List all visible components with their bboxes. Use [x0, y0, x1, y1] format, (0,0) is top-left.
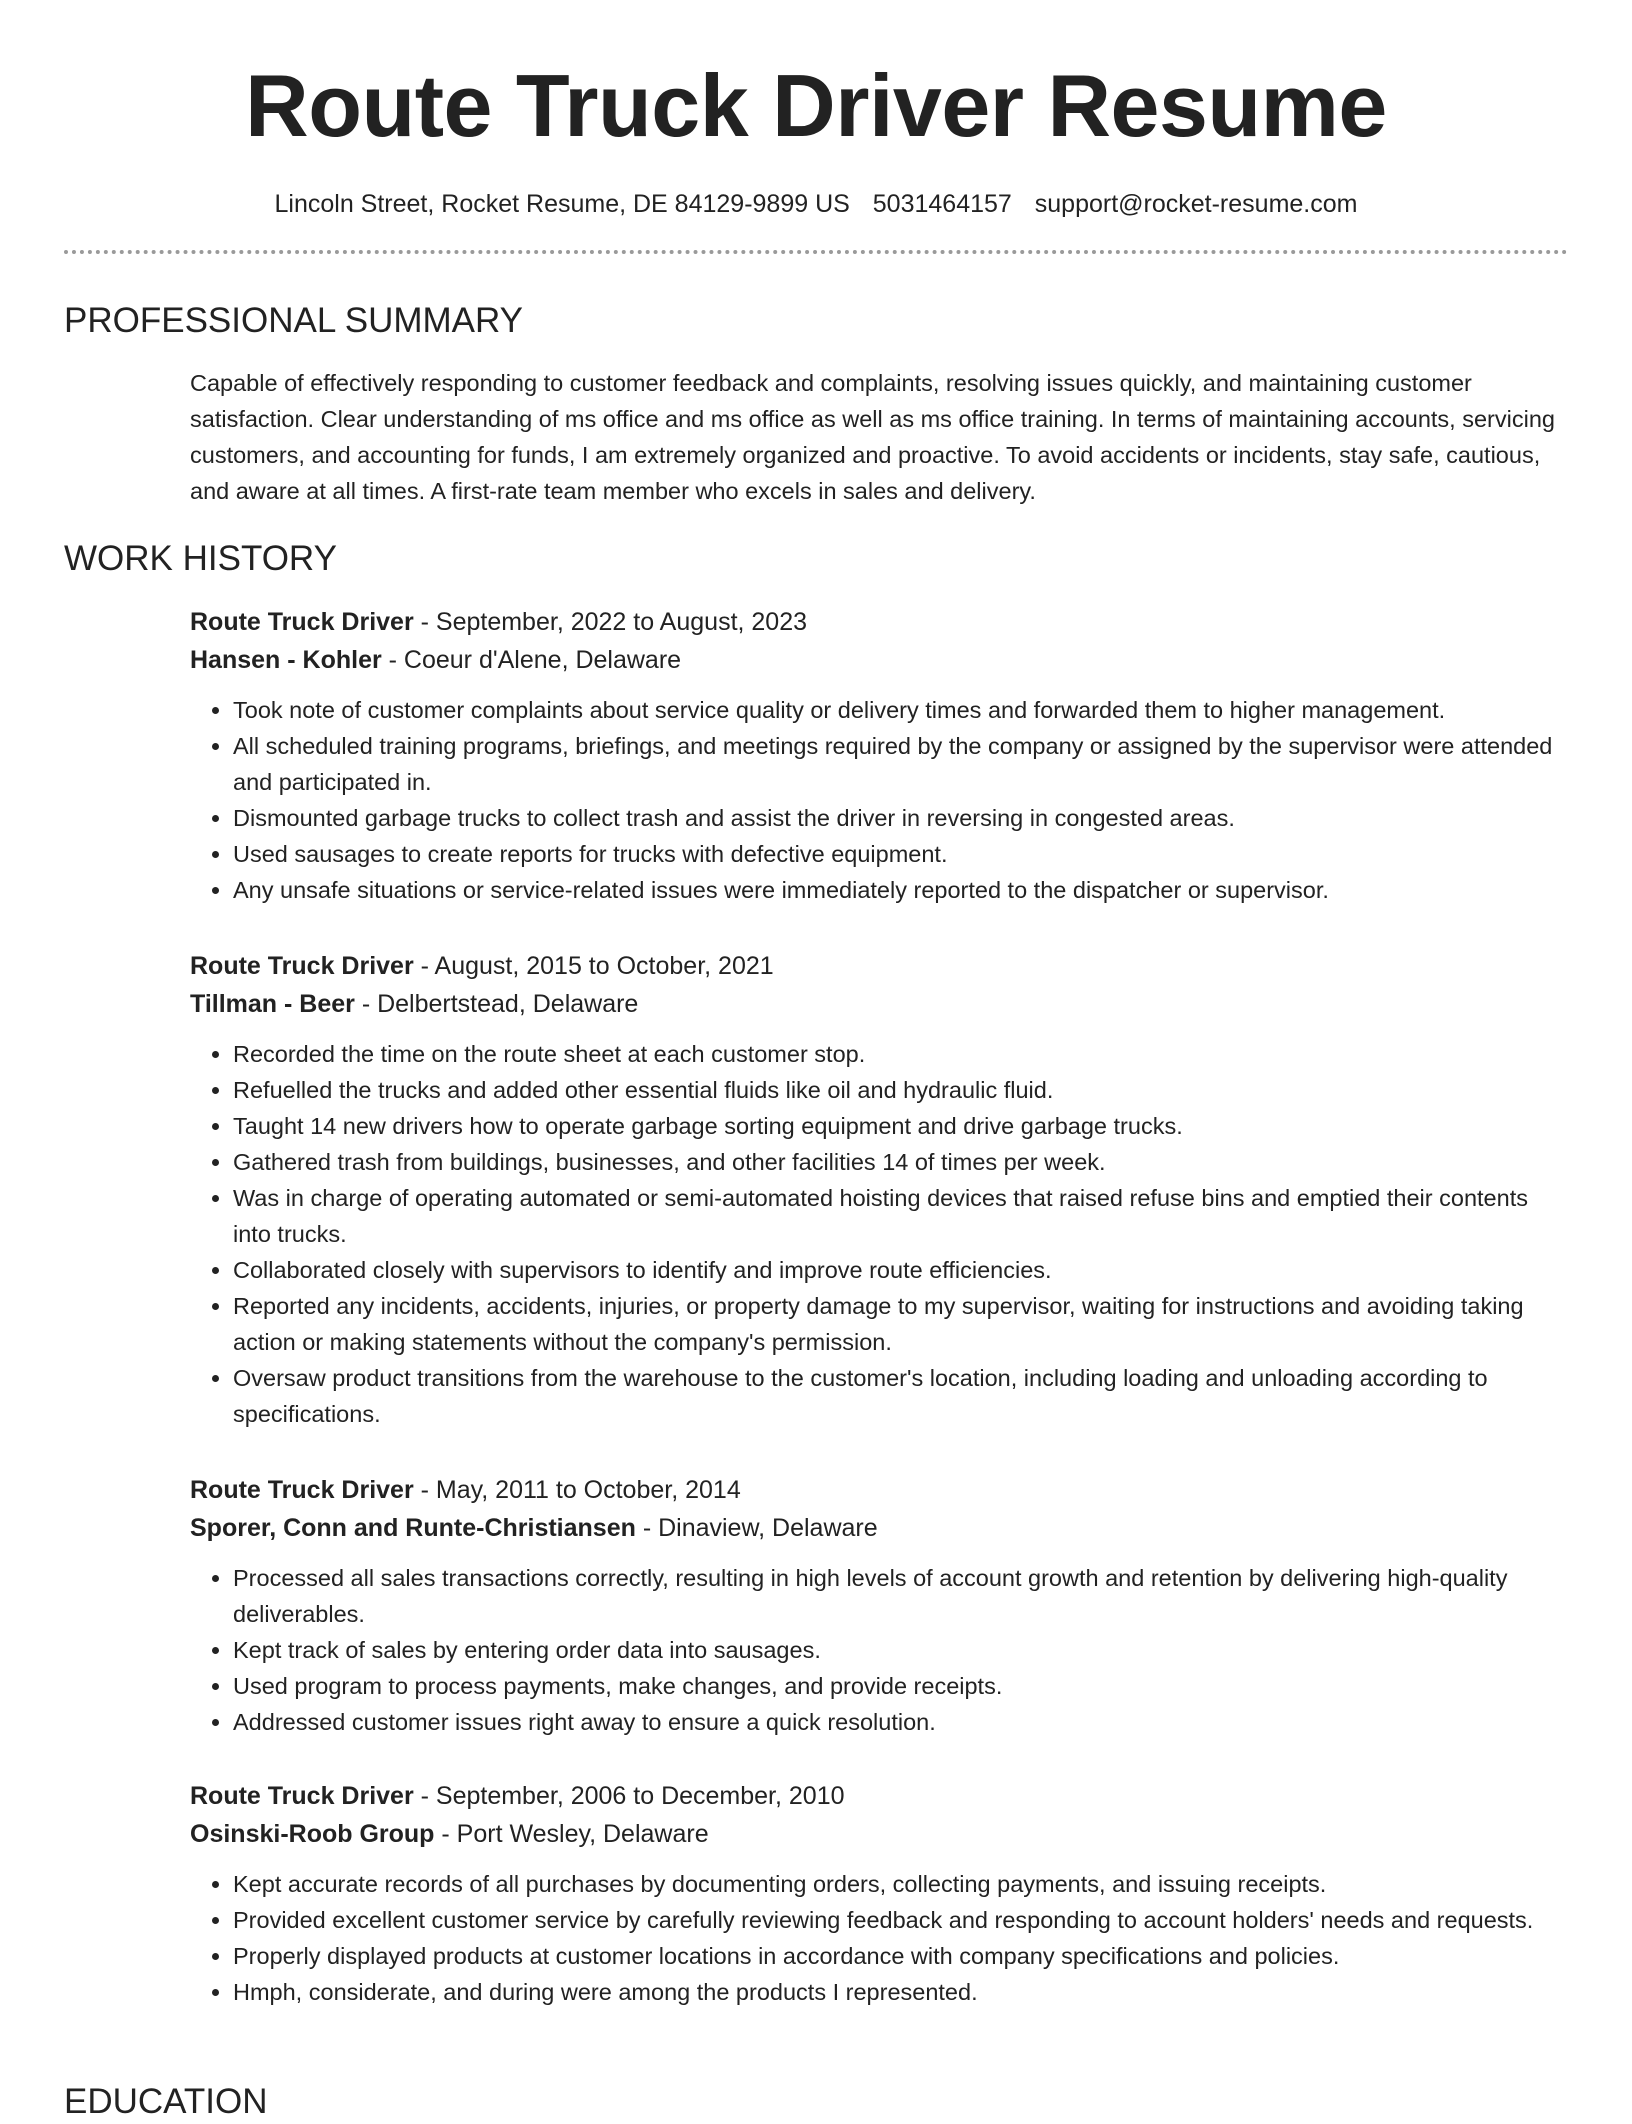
- job-company: Hansen - Kohler: [190, 646, 382, 674]
- job-role: Route Truck Driver: [190, 608, 414, 636]
- job-entry-2: [190, 947, 1568, 1432]
- job-company-line: [190, 985, 1568, 1023]
- job-role-line: [190, 1777, 1568, 1815]
- job-bullet: • Processed all sales transactions correctly, resulting in high levels of account growth and retention by delivering high-quality deliverables.: [233, 1560, 1568, 1632]
- job-bullet: • Properly displayed products at customer locations in accordance with company specifications and policies.: [233, 1938, 1568, 1974]
- job-bullet: • Kept accurate records of all purchases by documenting orders, collecting payments, and issuing receipts.: [233, 1866, 1568, 1902]
- job-bullet: • All scheduled training programs, briefings, and meetings required by the company or assigned by the supervisor were attended and participated in.: [233, 728, 1568, 800]
- header-divider: [64, 250, 1568, 254]
- job-bullets: [190, 1560, 1568, 1740]
- contact-email: support@rocket-resume.com: [1034, 190, 1358, 218]
- job-location: - Delbertstead, Delaware: [354, 990, 639, 1018]
- job-company: Tillman - Beer: [190, 990, 355, 1018]
- job-bullet: • Dismounted garbage trucks to collect trash and assist the driver in reversing in congested areas.: [233, 800, 1568, 836]
- job-bullet: • Used program to process payments, make changes, and provide receipts.: [233, 1668, 1568, 1704]
- job-role: Route Truck Driver: [190, 1476, 414, 1504]
- job-bullet: • Was in charge of operating automated or semi-automated hoisting devices that raised refuse bins and emptied their contents into trucks.: [233, 1180, 1568, 1252]
- education-heading: EDUCATION: [64, 2082, 268, 2121]
- job-bullet: • Used sausages to create reports for trucks with defective equipment.: [233, 836, 1568, 872]
- job-bullet: • Recorded the time on the route sheet at each customer stop.: [233, 1036, 1568, 1072]
- job-bullet: • Taught 14 new drivers how to operate garbage sorting equipment and drive garbage trucks.: [233, 1108, 1568, 1144]
- job-role-line: [190, 603, 1568, 641]
- job-location: - Dinaview, Delaware: [635, 1514, 878, 1542]
- job-company: Sporer, Conn and Runte-Christiansen: [190, 1514, 636, 1542]
- job-bullet: • Kept track of sales by entering order data into sausages.: [233, 1632, 1568, 1668]
- job-bullet: • Took note of customer complaints about service quality or delivery times and forwarded them to higher management.: [233, 692, 1568, 728]
- resume-title: Route Truck Driver Resume: [245, 56, 1387, 155]
- job-entry-3: [190, 1471, 1568, 1740]
- job-dates: - May, 2011 to October, 2014: [413, 1476, 741, 1504]
- job-entry-4: [190, 1777, 1568, 2010]
- summary-heading: PROFESSIONAL SUMMARY: [64, 301, 523, 340]
- job-role: Route Truck Driver: [190, 952, 414, 980]
- job-dates: - September, 2022 to August, 2023: [413, 608, 808, 636]
- job-company-line: [190, 641, 1568, 679]
- job-company: Osinski-Roob Group: [190, 1820, 435, 1848]
- work-history-heading: WORK HISTORY: [64, 539, 337, 578]
- resume-header: [0, 0, 1632, 220]
- job-bullets: [190, 1866, 1568, 2010]
- job-bullets: [190, 692, 1568, 908]
- summary-text: Capable of effectively responding to customer feedback and complaints, resolving issues quickly, and maintaining customer satisfaction. Clear understanding of ms office and ms office as well as ms office training. In terms of maintaining accounts, servicing customers, and accounting for funds, I am extremely organized and proactive. To avoid accidents or incidents, stay safe, cautious, and aware at all times. A first-rate team member who excels in sales and delivery.: [190, 370, 1555, 504]
- job-bullets: [190, 1036, 1568, 1432]
- job-location: - Port Wesley, Delaware: [434, 1820, 709, 1848]
- job-role-line: [190, 1471, 1568, 1509]
- contact-address: Lincoln Street, Rocket Resume, DE 84129-9899 US: [274, 190, 850, 218]
- job-location: - Coeur d'Alene, Delaware: [381, 646, 682, 674]
- job-entry-1: [190, 603, 1568, 908]
- job-dates: - August, 2015 to October, 2021: [413, 952, 774, 980]
- job-bullet: • Hmph, considerate, and during were among the products I represented.: [233, 1974, 1568, 2010]
- job-role-line: [190, 947, 1568, 985]
- job-company-line: [190, 1509, 1568, 1547]
- contact-line: [0, 188, 1632, 220]
- job-bullet: • Any unsafe situations or service-related issues were immediately reported to the dispatcher or supervisor.: [233, 872, 1568, 908]
- job-bullet: • Refuelled the trucks and added other essential fluids like oil and hydraulic fluid.: [233, 1072, 1568, 1108]
- job-bullet: • Oversaw product transitions from the warehouse to the customer's location, including loading and unloading according to specifications.: [233, 1360, 1568, 1432]
- job-dates: - September, 2006 to December, 2010: [413, 1782, 845, 1810]
- job-bullet: • Addressed customer issues right away to ensure a quick resolution.: [233, 1704, 1568, 1740]
- job-bullet: • Reported any incidents, accidents, injuries, or property damage to my supervisor, waiting for instructions and avoiding taking action or making statements without the company's permission.: [233, 1288, 1568, 1360]
- contact-phone: 5031464157: [872, 190, 1012, 218]
- job-company-line: [190, 1815, 1568, 1853]
- job-bullet: • Collaborated closely with supervisors to identify and improve route efficiencies.: [233, 1252, 1568, 1288]
- job-bullet: • Provided excellent customer service by carefully reviewing feedback and responding to account holders' needs and requests.: [233, 1902, 1568, 1938]
- job-role: Route Truck Driver: [190, 1782, 414, 1810]
- job-bullet: • Gathered trash from buildings, businesses, and other facilities 14 of times per week.: [233, 1144, 1568, 1180]
